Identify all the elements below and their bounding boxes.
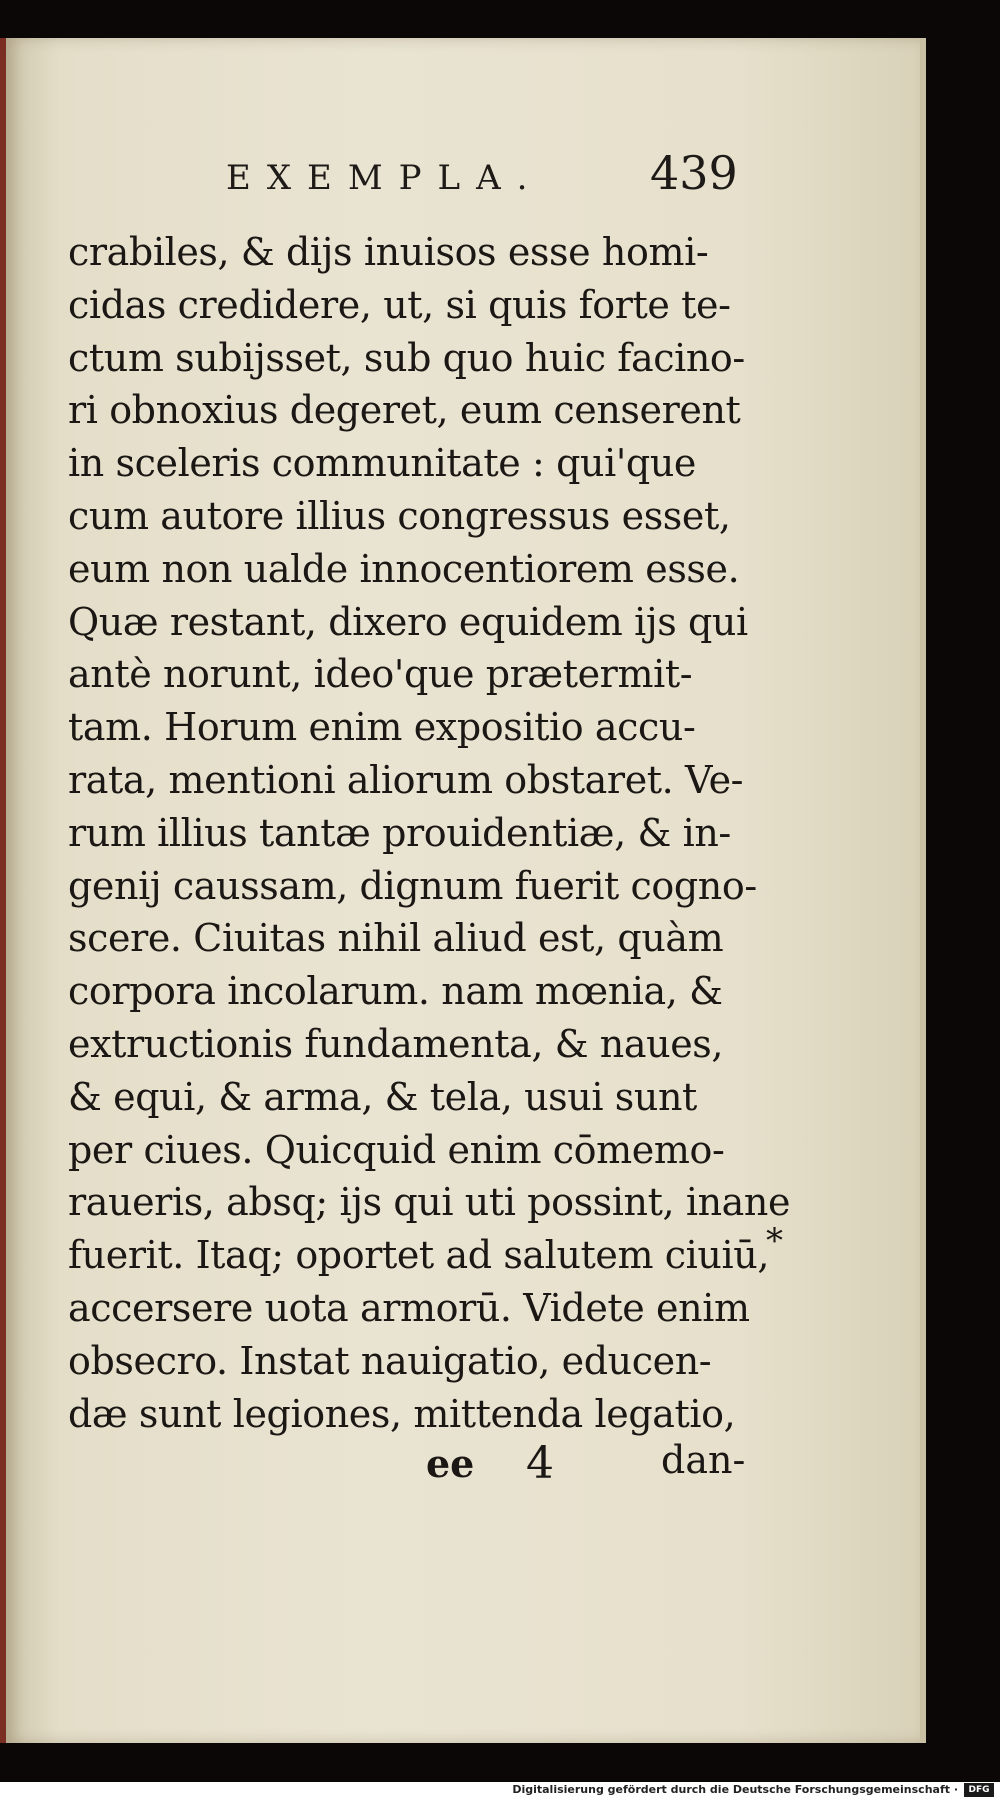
signature-mark: ee <box>426 1441 475 1486</box>
margin-asterisk: * <box>766 1221 783 1261</box>
text-line: genij caussam, dignum fuerit cogno- <box>68 863 757 908</box>
text-line: extructionis fundamenta, & naues, <box>68 1021 724 1066</box>
text-line: crabiles, & dijs inuisos esse homi- <box>68 230 709 274</box>
text-line: fuerit. Itaq; oportet ad salutem ciuiū, <box>68 1233 770 1278</box>
running-head <box>6 128 920 208</box>
text-line: ctum subijsset, sub quo huic facino- <box>68 335 745 380</box>
dfg-logo: DFG <box>964 1783 994 1797</box>
text-line: cum autore illius congressus esset, <box>68 493 731 538</box>
body-text <box>68 226 791 1440</box>
text-line: accersere uota armorū. Videte enim <box>68 1285 750 1330</box>
book-page <box>6 38 926 1743</box>
text-line: obsecro. Instat nauigatio, educen- <box>68 1338 712 1383</box>
running-head-title: EXEMPLA. <box>226 158 544 198</box>
text-line: eum non ualde innocentiorem esse. <box>68 546 740 591</box>
text-line: & equi, & arma, & tela, usui sunt <box>68 1074 697 1119</box>
text-line: antè norunt, ideo'que prætermit- <box>68 652 693 697</box>
text-line: scere. Ciuitas nihil aliud est, quàm <box>68 916 724 961</box>
text-line: in sceleris communitate : qui'que <box>68 441 696 486</box>
text-line: corpora incolarum. nam mœnia, & <box>68 969 723 1014</box>
text-line: cidas credidere, ut, si quis forte te- <box>68 282 731 327</box>
text-line: rum illius tantæ prouidentiæ, & in- <box>68 810 731 855</box>
text-line: raueris, absq; ijs qui uti possint, inane <box>68 1180 791 1225</box>
signature-number: 4 <box>526 1438 554 1489</box>
digitization-credit: Digitalisierung gefördert durch die Deutsche Forschungsgemeinschaft · <box>512 1783 958 1796</box>
text-line: rata, mentioni aliorum obstaret. Ve- <box>68 757 744 802</box>
text-line: tam. Horum enim expositio accu- <box>68 705 696 750</box>
page-number: 439 <box>650 146 738 200</box>
text-line: per ciues. Quicquid enim cōmemo- <box>68 1127 725 1172</box>
text-line: ri obnoxius degeret, eum censerent <box>68 388 741 433</box>
text-line: Quæ restant, dixero equidem ijs qui <box>68 599 748 644</box>
text-line: dæ sunt legiones, mittenda legatio, <box>68 1391 736 1436</box>
catchword: dan- <box>661 1438 746 1482</box>
